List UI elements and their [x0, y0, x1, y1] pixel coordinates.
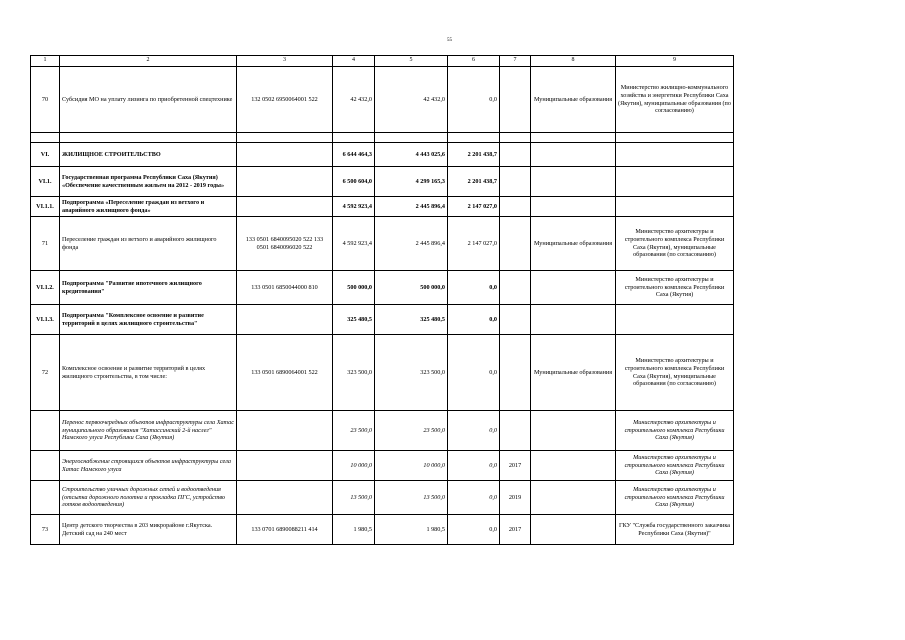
row-name: Государственная программа Республики Саха (Якутия) «Обеспечение качественным жильем на 2012 - 2019 годы» — [60, 167, 237, 197]
amount-2019: 4 443 025,6 — [375, 143, 448, 167]
responsible-authority: Министерство архитектуры и строительного комплекса Республики Саха (Якутия) — [616, 411, 734, 451]
page-number: 55 — [447, 38, 452, 43]
empty-cell — [60, 133, 237, 143]
amount-total: 323 500,0 — [333, 335, 375, 411]
column-number: 6 — [448, 56, 500, 67]
empty-cell — [237, 133, 333, 143]
amount-2020: 2 147 027,0 — [448, 197, 500, 217]
amount-2019: 42 432,0 — [375, 67, 448, 133]
row-name: Подпрограмма "Комплексное освоение и развитие территорий в целях жилищного строительства" — [60, 305, 237, 335]
amount-2020: 0,0 — [448, 67, 500, 133]
amount-2019: 13 500,0 — [375, 481, 448, 515]
responsible-authority: Министерство жилищно-коммунального хозяйства и энергетики Республики Саха (Якутия), муниципальные образования (по согласованию) — [616, 67, 734, 133]
row-number: VI.1.2. — [31, 271, 60, 305]
budget-code — [237, 305, 333, 335]
completion-year: 2017 — [500, 451, 531, 481]
amount-2019: 23 500,0 — [375, 411, 448, 451]
amount-total: 500 000,0 — [333, 271, 375, 305]
row-name: Перенос первоочередных объектов инфраструктуры села Хатас муниципального образования "Хатассинский 2-й наслег" Намского улуса Республики Саха (Якутия) — [60, 411, 237, 451]
empty-cell — [31, 133, 60, 143]
table-row — [31, 167, 734, 197]
row-number: 70 — [31, 67, 60, 133]
row-number — [31, 451, 60, 481]
column-number: 8 — [531, 56, 616, 67]
amount-2020: 0,0 — [448, 305, 500, 335]
amount-2020: 0,0 — [448, 411, 500, 451]
responsible-authority: Министерство архитектуры и строительного комплекса Республики Саха (Якутия) — [616, 481, 734, 515]
budget-code: 133 0701 6890088211 414 — [237, 515, 333, 545]
row-name: Центр детского творчества в 203 микрорайоне г.Якутска. Детский сад на 240 мест — [60, 515, 237, 545]
executor — [531, 451, 616, 481]
spacer-row — [31, 133, 734, 143]
responsible-authority — [616, 167, 734, 197]
amount-2019: 500 000,0 — [375, 271, 448, 305]
amount-total: 6 644 464,3 — [333, 143, 375, 167]
row-number: VI.1.3. — [31, 305, 60, 335]
empty-cell — [333, 133, 375, 143]
table-row — [31, 305, 734, 335]
budget-code: 132 0502 6950064001 522 — [237, 67, 333, 133]
row-number: VI.1.1. — [31, 197, 60, 217]
completion-year — [500, 143, 531, 167]
amount-total: 10 000,0 — [333, 451, 375, 481]
row-name: Субсидия МО на уплату лизинга по приобретенной спецтехнике — [60, 67, 237, 133]
budget-code — [237, 481, 333, 515]
amount-2020: 0,0 — [448, 335, 500, 411]
row-number — [31, 481, 60, 515]
amount-2019: 2 445 896,4 — [375, 217, 448, 271]
budget-code — [237, 197, 333, 217]
amount-2020: 2 201 438,7 — [448, 167, 500, 197]
column-number: 9 — [616, 56, 734, 67]
executor — [531, 197, 616, 217]
executor: Муниципальные образования — [531, 67, 616, 133]
column-number-row — [31, 56, 734, 67]
row-number: 72 — [31, 335, 60, 411]
completion-year — [500, 217, 531, 271]
budget-code: 133 0501 6850044000 810 — [237, 271, 333, 305]
row-name: Энергоснабжение строящихся объектов инфраструктуры села Хатас Намского улуса — [60, 451, 237, 481]
column-number: 7 — [500, 56, 531, 67]
responsible-authority: Министерство архитектуры и строительного комплекса Республики Саха (Якутия), муниципальные образования (по согласованию) — [616, 217, 734, 271]
amount-total: 42 432,0 — [333, 67, 375, 133]
completion-year — [500, 305, 531, 335]
row-name: Подпрограмма "Развитие ипотечного жилищного кредитования" — [60, 271, 237, 305]
amount-total: 6 500 604,0 — [333, 167, 375, 197]
completion-year — [500, 67, 531, 133]
responsible-authority — [616, 143, 734, 167]
responsible-authority: Министерство архитектуры и строительного комплекса Республики Саха (Якутия) — [616, 451, 734, 481]
amount-2019: 4 299 165,3 — [375, 167, 448, 197]
completion-year — [500, 335, 531, 411]
table-row — [31, 271, 734, 305]
column-number: 3 — [237, 56, 333, 67]
empty-cell — [616, 133, 734, 143]
row-name: ЖИЛИЩНОЕ СТРОИТЕЛЬСТВО — [60, 143, 237, 167]
table-row — [31, 217, 734, 271]
table-row — [31, 67, 734, 133]
row-name: Переселение граждан из ветхого и аварийного жилищного фонда — [60, 217, 237, 271]
amount-2020: 0,0 — [448, 451, 500, 481]
completion-year: 2017 — [500, 515, 531, 545]
row-name: Подпрограмма «Переселение граждан из ветхого и аварийного жилищного фонда» — [60, 197, 237, 217]
budget-code: 133 0501 6840095020 522 133 0501 6840096020 522 — [237, 217, 333, 271]
executor: Муниципальные образования — [531, 217, 616, 271]
column-number: 5 — [375, 56, 448, 67]
amount-total: 325 480,5 — [333, 305, 375, 335]
amount-total: 23 500,0 — [333, 411, 375, 451]
budget-code — [237, 143, 333, 167]
responsible-authority — [616, 197, 734, 217]
column-number: 1 — [31, 56, 60, 67]
executor — [531, 305, 616, 335]
table-row — [31, 411, 734, 451]
empty-cell — [531, 133, 616, 143]
column-number: 4 — [333, 56, 375, 67]
budget-code — [237, 451, 333, 481]
completion-year — [500, 271, 531, 305]
row-number: VI. — [31, 143, 60, 167]
responsible-authority: Министерство архитектуры и строительного комплекса Республики Саха (Якутия) — [616, 271, 734, 305]
budget-code — [237, 167, 333, 197]
table-row — [31, 197, 734, 217]
budget-code: 133 0501 6890064001 522 — [237, 335, 333, 411]
row-name: Комплексное освоение и развитие территорий в целях жилищного строительства, в том числе: — [60, 335, 237, 411]
table-row — [31, 335, 734, 411]
amount-2019: 323 500,0 — [375, 335, 448, 411]
row-number: 73 — [31, 515, 60, 545]
completion-year — [500, 167, 531, 197]
executor — [531, 411, 616, 451]
budget-code — [237, 411, 333, 451]
completion-year — [500, 411, 531, 451]
amount-2020: 0,0 — [448, 515, 500, 545]
amount-2019: 2 445 896,4 — [375, 197, 448, 217]
empty-cell — [500, 133, 531, 143]
responsible-authority — [616, 305, 734, 335]
amount-2019: 1 980,5 — [375, 515, 448, 545]
table-row — [31, 451, 734, 481]
row-number — [31, 411, 60, 451]
column-number: 2 — [60, 56, 237, 67]
completion-year: 2019 — [500, 481, 531, 515]
amount-total: 1 980,5 — [333, 515, 375, 545]
responsible-authority: Министерство архитектуры и строительного комплекса Республики Саха (Якутия), муниципальные образования (по согласованию) — [616, 335, 734, 411]
executor — [531, 167, 616, 197]
responsible-authority: ГКУ "Служба государственного заказчика Республики Саха (Якутия)" — [616, 515, 734, 545]
row-number: VI.1. — [31, 167, 60, 197]
executor — [531, 481, 616, 515]
empty-cell — [448, 133, 500, 143]
executor — [531, 271, 616, 305]
table-row — [31, 143, 734, 167]
row-name: Строительство уличных дорожных сетей и водоотведения (отсыпка дорожного полотна и прокладка ПГС, устройство лотков водоотведения) — [60, 481, 237, 515]
amount-2019: 325 480,5 — [375, 305, 448, 335]
table-row — [31, 515, 734, 545]
amount-2019: 10 000,0 — [375, 451, 448, 481]
executor — [531, 143, 616, 167]
budget-table — [30, 55, 734, 545]
empty-cell — [375, 133, 448, 143]
amount-total: 4 592 923,4 — [333, 217, 375, 271]
amount-total: 13 500,0 — [333, 481, 375, 515]
completion-year — [500, 197, 531, 217]
row-number: 71 — [31, 217, 60, 271]
amount-total: 4 592 923,4 — [333, 197, 375, 217]
amount-2020: 2 201 438,7 — [448, 143, 500, 167]
executor — [531, 515, 616, 545]
amount-2020: 0,0 — [448, 481, 500, 515]
amount-2020: 0,0 — [448, 271, 500, 305]
executor: Муниципальные образования — [531, 335, 616, 411]
amount-2020: 2 147 027,0 — [448, 217, 500, 271]
table-row — [31, 481, 734, 515]
